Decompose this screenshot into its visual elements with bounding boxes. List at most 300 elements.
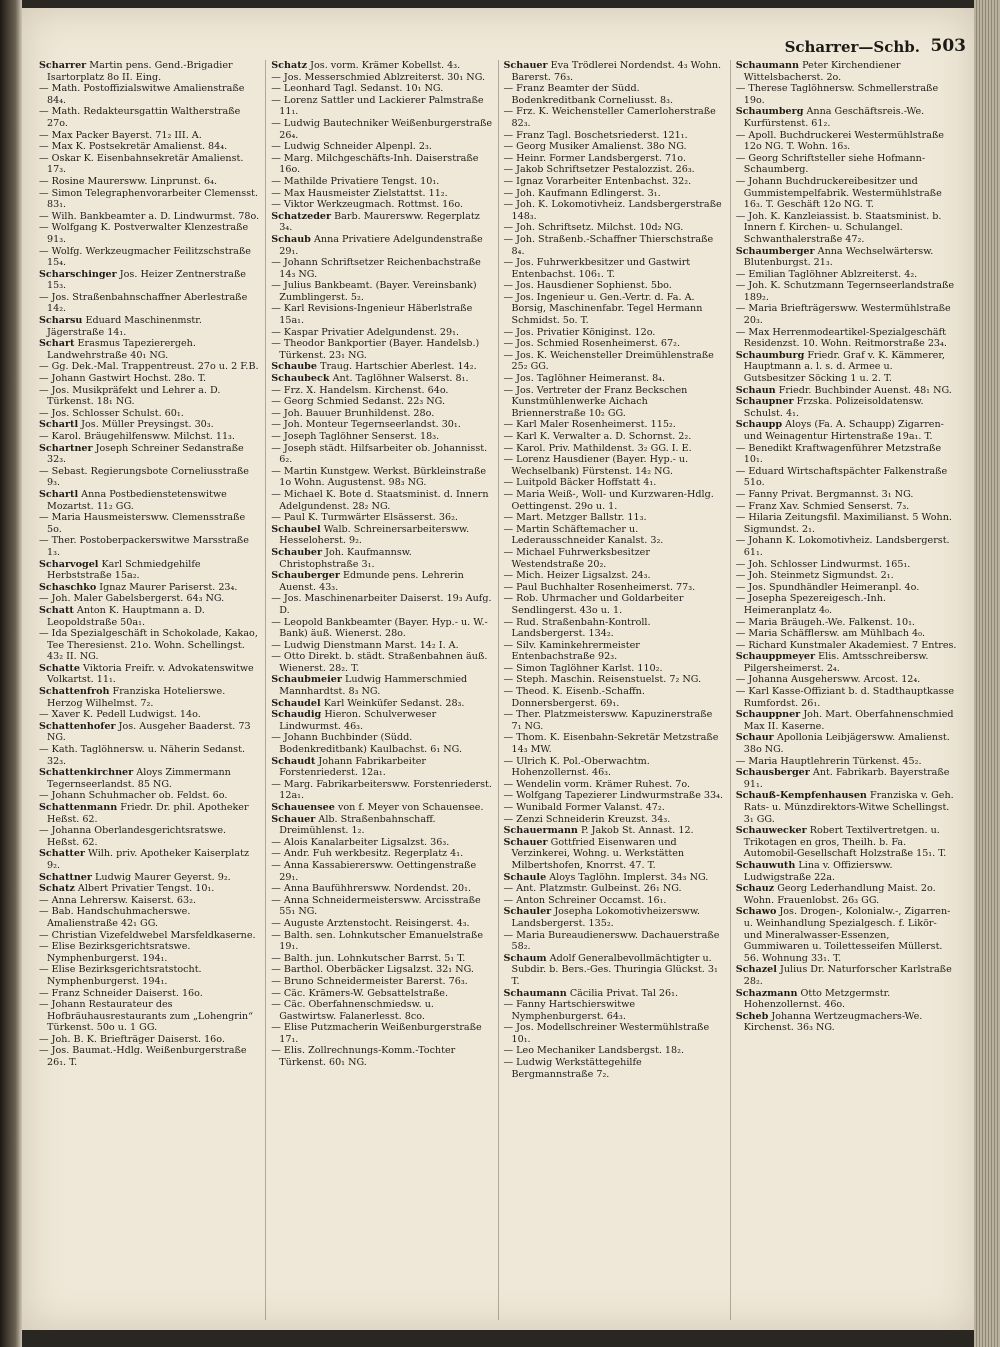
surname: Schatte xyxy=(39,662,80,674)
directory-entry-sub xyxy=(39,535,260,558)
surname: Schauermann xyxy=(503,825,578,837)
entry-text: Franz Xav. Schmied Senserst. 7₃. xyxy=(748,500,910,512)
directory-entry-sub xyxy=(271,964,492,976)
directory-entry-sub xyxy=(504,814,725,826)
entry-text: Jos. Heizer Zentnerstraße 15₃. xyxy=(47,268,246,292)
entry-text: Johann Restaurateur des Hofbräuhausrestaurants zum „Lohengrin“ Türkenst. 50o u. 1 GG. xyxy=(47,999,253,1034)
entry-text: Michael Fuhrwerksbesitzer Westendstraße 20₂. xyxy=(511,546,650,570)
directory-entry-sub xyxy=(271,443,492,466)
directory-entry-surname xyxy=(736,396,957,419)
surname: Schauber xyxy=(271,546,323,558)
directory-entry-surname xyxy=(271,60,492,72)
directory-entry-sub xyxy=(504,234,725,257)
entry-text: Jos. Hausdiener Sophienst. 5bo. xyxy=(516,280,672,292)
entry-text: Elise Bezirksgerichtsratstocht. Nymphenburgerst. 194₁. xyxy=(47,964,202,987)
entry-text: Johanna Ausgehersww. Arcost. 12₄. xyxy=(748,674,921,686)
entry-text: Maria Schäfflersw. am Mühlbach 4₀. xyxy=(748,628,926,640)
entry-text: Lina v. Offiziersww. Ludwigstraße 22a. xyxy=(743,859,893,883)
directory-entry-sub xyxy=(504,222,725,234)
directory-entry-sub xyxy=(504,338,725,350)
surname: Schaudig xyxy=(271,709,322,721)
directory-entry-sub xyxy=(504,385,725,420)
entry-text: Ant. Platzmstr. Gulbeinst. 26₁ NG. xyxy=(516,883,682,895)
entry-text: Anna Baufühhrersww. Nordendst. 20₁. xyxy=(283,883,472,895)
entry-text: Alb. Straßenbahnschaff. Dreimühlenst. 1₂. xyxy=(279,813,436,837)
directory-entry-surname xyxy=(736,60,957,83)
directory-entry-sub xyxy=(39,930,260,942)
entry-text: Math. Postoffizialswitwe Amalienstraße 84₄. xyxy=(47,83,245,106)
directory-entry-sub xyxy=(39,83,260,106)
directory-entry-sub xyxy=(39,512,260,535)
entry-text: Franziska Hotelierswe. Herzog Wilhelmst. 7₂. xyxy=(47,686,226,709)
entry-text: Zenzi Schneiderin Kreuzst. 34₃. xyxy=(516,813,671,825)
surname: Schartl xyxy=(39,419,79,431)
directory-entry-sub xyxy=(271,918,492,930)
entry-text: Paul Buchhalter Rosenheimerst. 77₃. xyxy=(516,581,696,593)
directory-entry-sub xyxy=(504,756,725,779)
entry-text: Alois Kanalarbeiter Ligsalzst. 36₃. xyxy=(283,836,450,848)
entry-text: Johanna Wertzeugmachers-We. Kirchenst. 36₃ NG. xyxy=(743,1010,923,1034)
directory-entry-sub xyxy=(271,732,492,755)
entry-text: Fanny Hartschierswitwe Nymphenburgerst. 64₃. xyxy=(511,999,635,1022)
entry-text: Therese Taglöhnersw. Schmellerstraße 19o. xyxy=(743,83,939,106)
surname: Schaupp xyxy=(735,419,783,431)
entry-text: Leonhard Tagl. Sedanst. 10₁ NG. xyxy=(283,83,444,95)
entry-text: Paul K. Turmwärter Elsässerst. 36₂. xyxy=(283,512,458,524)
directory-entry-sub xyxy=(736,593,957,616)
surname: Schaschko xyxy=(39,581,97,593)
directory-entry-surname xyxy=(736,964,957,987)
surname: Schaum xyxy=(503,952,547,964)
entry-text: Kath. Taglöhnersw. u. Näherin Sedanst. 32₃. xyxy=(47,744,246,767)
surname: Schaumberg xyxy=(735,106,804,118)
entry-text: Karl Weinküfer Sedanst. 28₃. xyxy=(323,697,465,709)
entry-text: Jos. Taglöhner Heimeranst. 8₄. xyxy=(516,373,666,385)
entry-text: Jos. Modellschreiner Westermühlstraße 10₁. xyxy=(511,1022,710,1045)
entry-text: Georg Schmied Sedanst. 22₃ NG. xyxy=(283,396,445,408)
surname: Schattenhofer xyxy=(39,720,116,732)
entry-text: Aloys Zimmermann Tegernseerlandst. 85 NG. xyxy=(47,767,231,790)
column-1 xyxy=(34,60,266,1320)
directory-entry-sub xyxy=(504,732,725,755)
directory-entry-sub xyxy=(736,466,957,489)
surname: Schauppmeyer xyxy=(735,651,816,663)
entry-text: Georg Schriftsteller siehe Hofmann-Schaumberg. xyxy=(743,152,926,176)
entry-text: Anna Geschäftsreis.-We. Kurfürstenst. 61₂. xyxy=(743,106,925,129)
entry-text: Barthol. Oberbäcker Ligsalzst. 32₁ NG. xyxy=(283,964,474,976)
entry-text: Ludwig Schneider Alpenpl. 2₃. xyxy=(283,141,432,153)
directory-entry-surname xyxy=(39,315,260,338)
surname: Scharschinger xyxy=(39,268,117,280)
directory-entry-surname xyxy=(39,60,260,83)
entry-text: Michael K. Bote d. Staatsminist. d. Innern Adelgundenst. 28₂ NG. xyxy=(279,488,489,512)
directory-entry-sub xyxy=(736,674,957,686)
entry-text: Joh. B. K. Briefträger Daiserst. 16o. xyxy=(51,1033,225,1045)
entry-text: Georg Lederhandlung Maist. 2o. Wohn. Frauenlobst. 26₃ GG. xyxy=(743,883,936,906)
entry-text: Maria Hauptlehrerin Türkenst. 45₂. xyxy=(748,755,922,767)
entry-text: Ludwig Bautechniker Weißenburgerstraße 26₄. xyxy=(279,117,493,141)
entry-text: Frz. K. Weichensteller Camerloherstraße 82₃. xyxy=(511,106,716,129)
directory-entry-surname xyxy=(39,605,260,628)
entry-text: Anna Wechselwärtersw. Blutenburgst. 21₃. xyxy=(743,245,934,269)
entry-text: Apollonia Leibjägersww. Amalienst. 38o NG. xyxy=(743,732,950,756)
directory-entry-sub xyxy=(39,153,260,176)
entry-text: Eva Trödlerei Nordendst. 4₃ Wohn. Barerst. 76₃. xyxy=(511,60,722,83)
entry-text: Wendelin vorm. Krämer Ruhest. 7o. xyxy=(516,778,691,790)
directory-entry-sub xyxy=(736,512,957,535)
directory-entry-surname xyxy=(271,234,492,257)
directory-entry-sub xyxy=(736,83,957,106)
directory-entry-sub xyxy=(736,130,957,153)
entry-text: Ignaz Maurer Pariserst. 23₄. xyxy=(99,581,238,593)
entry-text: Eduard Maschinenmstr. Jägerstraße 14₁. xyxy=(47,315,202,338)
entry-text: Thom. K. Eisenbahn-Sekretär Metzstraße 14₃ MW. xyxy=(511,732,719,756)
directory-entry-surname xyxy=(39,686,260,709)
directory-entry-sub xyxy=(504,153,725,165)
surname: Schauppner xyxy=(735,709,801,721)
directory-entry-surname xyxy=(504,837,725,872)
directory-entry-surname xyxy=(39,767,260,790)
directory-entry-sub xyxy=(504,419,725,431)
entry-text: Aloys Taglöhn. Implerst. 34₃ NG. xyxy=(549,871,709,883)
entry-text: Otto Metzgermstr. Hohenzollernst. 46o. xyxy=(743,987,891,1011)
entry-text: Martin Kunstgew. Werkst. Bürkleinstraße 1o Wohn. Augustenst. 98₃ NG. xyxy=(279,465,487,489)
entry-text: Friedr. Buchbinder Auenst. 48₁ NG. xyxy=(778,384,952,396)
surname: Schaubeck xyxy=(271,373,330,385)
book-page-edges xyxy=(974,0,1000,1347)
surname: Schauler xyxy=(503,906,552,918)
entry-text: Jos. Baumat.-Hdlg. Weißenburgerstraße 26₁. T. xyxy=(47,1045,247,1069)
entry-text: Karl Schmiedgehilfe Herbststraße 15a₂. xyxy=(47,558,201,582)
directory-entry-sub xyxy=(271,327,492,339)
directory-entry-sub xyxy=(504,593,725,616)
surname: Schauberger xyxy=(271,570,340,582)
directory-entry-sub xyxy=(504,1045,725,1057)
entry-text: Franz Beamter der Südd. Bodenkreditbank Corneliusst. 8₃. xyxy=(511,83,674,106)
entry-text: Christian Vizefeldwebel Marsfeldkaserne. xyxy=(51,929,256,941)
directory-entry-sub xyxy=(504,141,725,153)
directory-entry-sub xyxy=(271,779,492,802)
surname: Schartner xyxy=(39,442,93,454)
directory-entry-sub xyxy=(736,559,957,571)
surname: Scharrer xyxy=(39,60,87,71)
entry-text: Jos. Müller Preysingst. 30₃. xyxy=(81,419,214,431)
entry-text: Robert Textilvertretgen. u. Trikotagen en gros, Theilh. b. Fa. Automobil-Gesellschaft Holzstraße 15₁. T. xyxy=(743,825,947,860)
directory-entry-sub xyxy=(39,906,260,929)
entry-text: Karol. Priv. Mathildenst. 3₂ GG. I. E. xyxy=(516,442,692,454)
directory-entry-sub xyxy=(736,327,957,350)
directory-entry-sub xyxy=(39,790,260,802)
directory-entry-sub xyxy=(736,269,957,281)
directory-entry-sub xyxy=(504,280,725,292)
entry-text: Anton K. Hauptmann a. D. Leopoldstraße 50a₁. xyxy=(47,604,205,628)
directory-entry-surname xyxy=(39,419,260,431)
entry-text: Jos. Ausgeher Baaderst. 73 NG. xyxy=(47,720,251,744)
surname: Schartl xyxy=(39,488,79,500)
entry-text: Adolf Generalbevollmächtigter u. Subdir. b. Bers.-Ges. Thuringia Glückst. 3₁ T. xyxy=(511,952,718,987)
directory-entry-surname xyxy=(271,547,492,570)
entry-text: Max K. Postsekretär Amalienst. 84₄. xyxy=(51,141,228,153)
entry-text: Ther. Platzmeistersww. Kapuzinerstraße 7₁ NG. xyxy=(511,709,713,732)
entry-text: Jos. Maschinenarbeiter Daiserst. 19₃ Aufg. D. xyxy=(279,593,492,616)
directory-entry-sub xyxy=(271,176,492,188)
directory-entry-sub xyxy=(736,443,957,466)
entry-text: Jakob Schriftsetzer Pestalozzist. 26₃. xyxy=(516,164,695,176)
entry-text: Ant. Taglöhner Walserst. 8₁. xyxy=(332,373,469,385)
entry-text: Benedikt Kraftwagenführer Metzstraße 10₁. xyxy=(743,442,942,466)
surname: Schattenfroh xyxy=(39,686,110,698)
entry-text: Rud. Straßenbahn-Kontroll. Landsbergerst. 134₂. xyxy=(511,616,651,640)
entry-text: Albert Privatier Tengst. 10₁. xyxy=(77,883,215,895)
page-number: 503 xyxy=(930,36,966,56)
entry-text: Erasmus Tapezierergeh. Landwehrstraße 40₁ NG. xyxy=(47,338,196,361)
directory-entry-sub xyxy=(736,280,957,303)
entry-text: P. Jakob St. Annast. 12. xyxy=(580,825,694,837)
entry-text: Johann Fabrikarbeiter Forstenriederst. 12a₁. xyxy=(279,755,426,779)
directory-entry-surname xyxy=(736,651,957,674)
entry-text: Kaspar Privatier Adelgundenst. 29₁. xyxy=(283,326,459,338)
entry-text: Ludwig Werkstättegehilfe Bergmannstraße 7₂. xyxy=(511,1057,642,1080)
entry-text: Jos. K. Weichensteller Dreimühlenstraße 25₂ GG. xyxy=(511,349,714,373)
directory-entry-sub xyxy=(39,744,260,767)
entry-text: Auguste Arztenstocht. Reisingerst. 4₃. xyxy=(283,917,470,929)
directory-entry-sub xyxy=(271,141,492,153)
entry-text: Jos. Drogen-, Kolonialw.-, Zigarren- u. Weinhandlung Spezialgesch. f. Likör- und Mineralwasser-Essenzen, Gummiwaren u. Toilettesseifen Müllerst. 56. Wohnung 33₁. T. xyxy=(743,906,951,964)
directory-entry-surname xyxy=(504,953,725,988)
directory-entry-sub xyxy=(271,303,492,326)
surname: Schauwuth xyxy=(735,859,796,871)
directory-entry-sub xyxy=(736,617,957,629)
entry-text: Joh. Kaufmann Edlingerst. 3₁. xyxy=(516,187,661,199)
directory-entry-surname xyxy=(736,790,957,825)
directory-entry-sub xyxy=(736,501,957,513)
entry-text: Joseph Taglöhner Senserst. 18₃. xyxy=(283,431,440,442)
directory-entry-sub xyxy=(39,176,260,188)
surname: Schauensee xyxy=(271,802,335,813)
entry-text: Mich. Heizer Ligsalzst. 24₃. xyxy=(516,570,651,582)
directory-entry-sub xyxy=(39,466,260,489)
entry-text: Josepha Spezereigesch.-Inh. Heimeranplatz 4₀. xyxy=(743,593,886,616)
directory-entry-sub xyxy=(504,930,725,953)
directory-entry-sub xyxy=(39,628,260,663)
directory-entry-sub xyxy=(39,408,260,420)
directory-entry-surname xyxy=(39,872,260,884)
directory-entry-sub xyxy=(736,640,957,652)
directory-entry-sub xyxy=(504,547,725,570)
directory-entry-surname xyxy=(736,767,957,790)
directory-entry-sub xyxy=(504,512,725,524)
directory-entry-sub xyxy=(271,385,492,397)
entry-text: Johann Schriftsetzer Reichenbachstraße 14₃ NG. xyxy=(279,257,481,280)
entry-text: Ludwig Dienstmann Marst. 14₂ I. A. xyxy=(283,639,459,651)
directory-entry-sub xyxy=(504,431,725,443)
directory-entry-surname xyxy=(736,709,957,732)
entry-text: Viktoria Freifr. v. Advokatenswitwe Volkartst. 11₁. xyxy=(47,662,254,686)
entry-text: Walb. Schreinersarbeitersww. Hesseloherst. 9₂. xyxy=(279,523,470,547)
directory-entry-surname xyxy=(39,802,260,825)
entry-text: Eduard Wirtschaftspächter Falkenstraße 51o. xyxy=(743,465,948,489)
running-title: Scharrer—Schb. xyxy=(784,38,920,56)
entry-text: Wolfgang Tapezierer Lindwurmstraße 33₄. xyxy=(516,790,724,802)
directory-entry-sub xyxy=(39,361,260,373)
entry-text: Wilh. priv. Apotheker Kaiserplatz 9₂. xyxy=(47,848,249,871)
surname: Schauer xyxy=(503,60,548,71)
directory-entry-surname xyxy=(736,883,957,906)
entry-text: Math. Redakteursgattin Waltherstraße 27o. xyxy=(47,106,241,129)
directory-entry-surname xyxy=(39,721,260,744)
directory-entry-sub xyxy=(504,524,725,547)
entry-text: Jos. Ingenieur u. Gen.-Vertr. d. Fa. A. Borsig, Maschinenfabr. Tegel Hermann Schmidst. 5o. T. xyxy=(511,291,703,327)
directory-entry-sub xyxy=(271,895,492,918)
directory-entry-surname xyxy=(39,489,260,512)
directory-entry-sub xyxy=(504,292,725,327)
entry-text: Johann K. Lokomotivheiz. Landsbergerst. 61₁. xyxy=(743,535,950,558)
entry-text: Josepha Lokomotivheizersww. Landsbergerst. 135₂. xyxy=(511,906,701,929)
surname: Schaube xyxy=(271,361,317,373)
directory-entry-surname xyxy=(39,663,260,686)
surname: Schaudel xyxy=(271,697,321,709)
entry-text: Anna Schneidermeistersww. Arcisstraße 55₁ NG. xyxy=(279,894,481,918)
directory-entry-sub xyxy=(504,1057,725,1080)
surname: Schauwecker xyxy=(735,825,807,837)
directory-entry-surname xyxy=(736,385,957,397)
entry-text: Wolfgang K. Postverwalter Klenzestraße 91₃. xyxy=(47,222,249,245)
directory-entry-sub xyxy=(271,338,492,361)
entry-text: Bruno Schneidermeister Barerst. 76₃. xyxy=(283,975,468,987)
entry-text: Julius Dr. Naturforscher Karlstraße 28₂. xyxy=(743,964,952,987)
surname: Schattenkirchner xyxy=(39,767,134,779)
entry-text: Aloys (Fa. A. Schaupp) Zigarren- und Weinagentur Hirtenstraße 19a₁. T. xyxy=(743,419,944,442)
surname: Schart xyxy=(39,338,75,350)
entry-text: Georg Musiker Amalienst. 38o NG. xyxy=(516,141,687,153)
directory-entry-surname xyxy=(504,872,725,884)
directory-entry-sub xyxy=(504,709,725,732)
entry-text: Apoll. Buchdruckerei Westermühlstraße 12o NG. T. Wohn. 16₃. xyxy=(743,129,944,153)
directory-entry-sub xyxy=(504,327,725,339)
directory-entry-sub xyxy=(736,303,957,326)
entry-text: Emilian Taglöhner Ablzreiterst. 4₂. xyxy=(748,268,918,280)
surname: Scharsu xyxy=(39,315,83,327)
entry-text: Ludwig Maurer Geyerst. 9₂. xyxy=(95,871,231,883)
entry-text: Joh. K. Kanzleiassist. b. Staatsminist. b. Innern f. Kirchen- u. Schulangel. Schwanthalerstraße 47₂. xyxy=(743,210,942,245)
directory-entry-surname xyxy=(39,269,260,292)
entry-text: Xaver K. Pedell Ludwigst. 14o. xyxy=(51,709,201,721)
directory-entry-sub xyxy=(271,837,492,849)
directory-entry-sub xyxy=(271,83,492,95)
directory-entry-surname xyxy=(504,988,725,1000)
entry-text: Joseph Schreiner Sedanstraße 32₃. xyxy=(47,442,244,466)
directory-entry-surname xyxy=(736,825,957,860)
entry-text: Joh. Maler Gabelsbergerst. 64₃ NG. xyxy=(51,593,225,605)
entry-text: Joh. Steinmetz Sigmundst. 2₁. xyxy=(748,570,894,582)
entry-text: Oskar K. Eisenbahnsekretär Amalienst. 17₃. xyxy=(47,152,244,176)
directory-entry-sub xyxy=(39,373,260,385)
directory-entry-sub xyxy=(736,756,957,768)
entry-text: Joh. Straßenb.-Schaffner Thierschstraße 8₄. xyxy=(511,233,714,257)
entry-text: Frzska. Polizeisoldatensw. Schulst. 4₁. xyxy=(743,396,924,419)
directory-entry-sub xyxy=(39,211,260,223)
directory-entry-sub xyxy=(271,988,492,1000)
directory-columns xyxy=(34,60,962,1320)
directory-entry-sub xyxy=(39,964,260,987)
surname: Schеb xyxy=(735,1010,769,1022)
entry-text: Maria Hausmeistersww. Clemensstraße 5o. xyxy=(47,512,246,535)
directory-entry-sub xyxy=(504,130,725,142)
entry-text: Maria Weiß-, Woll- und Kurzwaren-Hdlg. Oettingenst. 29o u. 1. xyxy=(511,488,714,512)
entry-text: Martin pens. Gend.-Brigadier Isartorplatz 8o II. Eing. xyxy=(47,60,233,83)
directory-entry-surname xyxy=(39,559,260,582)
directory-entry-sub xyxy=(736,176,957,211)
directory-entry-surname xyxy=(736,350,957,385)
directory-entry-sub xyxy=(736,628,957,640)
entry-text: Ludwig Hammerschmied Mannhardtst. 8₃ NG. xyxy=(279,674,468,698)
directory-entry-sub xyxy=(271,883,492,895)
entry-text: Karl Maler Rosenheimerst. 115₂. xyxy=(516,419,676,431)
entry-text: Andr. Fuh werkbesitz. Regerplatz 4₁. xyxy=(283,848,464,860)
directory-entry-sub xyxy=(504,477,725,489)
surname: Schaun xyxy=(735,384,776,396)
surname: Schaumann xyxy=(503,987,567,999)
directory-entry-sub xyxy=(504,188,725,200)
directory-entry-sub xyxy=(271,999,492,1022)
directory-entry-surname xyxy=(271,570,492,593)
surname: Schaule xyxy=(503,871,547,883)
entry-text: Jos. Schlosser Schulst. 60₁. xyxy=(51,407,184,419)
entry-text: von f. Meyer von Schauensee. xyxy=(337,802,484,813)
entry-text: Joh. Kaufmannsw. Christophstraße 3₁. xyxy=(279,546,412,570)
entry-text: Julius Bankbeamt. (Bayer. Vereinsbank) Zumblingerst. 5₂. xyxy=(279,280,477,303)
entry-text: Simon Taglöhner Karlst. 110₂. xyxy=(516,662,663,674)
directory-entry-sub xyxy=(504,373,725,385)
directory-entry-sub xyxy=(39,895,260,907)
entry-text: Steph. Maschin. Reisenstuelst. 7₂ NG. xyxy=(516,674,702,686)
directory-entry-sub xyxy=(271,651,492,674)
directory-entry-surname xyxy=(736,860,957,883)
directory-entry-surname xyxy=(736,1011,957,1034)
surname: Schaumann xyxy=(735,60,800,71)
surname: Schaubel xyxy=(271,523,321,535)
entry-text: Anna Kassabierersww. Oettingenstraße 29₁. xyxy=(279,859,477,883)
surname: Schaupner xyxy=(735,396,794,408)
entry-text: Elise Bezirksgerichtsratswe. Nymphenburgerst. 194₁. xyxy=(47,941,191,964)
directory-entry-surname xyxy=(504,825,725,837)
directory-entry-sub xyxy=(271,431,492,443)
surname: Schatter xyxy=(39,848,85,860)
directory-entry-sub xyxy=(39,141,260,153)
entry-text: Franz Schneider Daiserst. 16o. xyxy=(51,987,203,999)
directory-entry-surname xyxy=(39,443,260,466)
directory-entry-sub xyxy=(271,640,492,652)
column-4 xyxy=(731,60,962,1320)
directory-entry-sub xyxy=(504,106,725,129)
entry-text: Ida Spezialgeschäft in Schokolade, Kakao, Tee Theresienst. 21o. Wohn. Schellingst. 43₂ II. NG. xyxy=(47,628,258,663)
entry-text: Cäc. Krämers-W. Gebsattelstraße. xyxy=(283,987,448,999)
directory-entry-sub xyxy=(271,976,492,988)
directory-entry-surname xyxy=(271,802,492,814)
directory-entry-sub xyxy=(39,222,260,245)
directory-entry-surname xyxy=(736,988,957,1011)
directory-page xyxy=(22,8,974,1330)
entry-text: Wunibald Former Valanst. 47₂. xyxy=(516,802,665,813)
directory-entry-sub xyxy=(271,593,492,616)
directory-entry-sub xyxy=(271,95,492,118)
entry-text: Cäc. Oberfahnenschmiedsw. u. Gastwirtsw. Falanerlesst. 8co. xyxy=(279,999,434,1022)
surname: Schattenmann xyxy=(39,802,118,813)
entry-text: Jos. Schmied Rosenheimerst. 67₂. xyxy=(516,338,681,350)
directory-entry-sub xyxy=(39,292,260,315)
surname: Schauß-Kempfenhausen xyxy=(735,790,867,802)
entry-text: Anton Schreiner Occamst. 16₁. xyxy=(516,894,667,906)
